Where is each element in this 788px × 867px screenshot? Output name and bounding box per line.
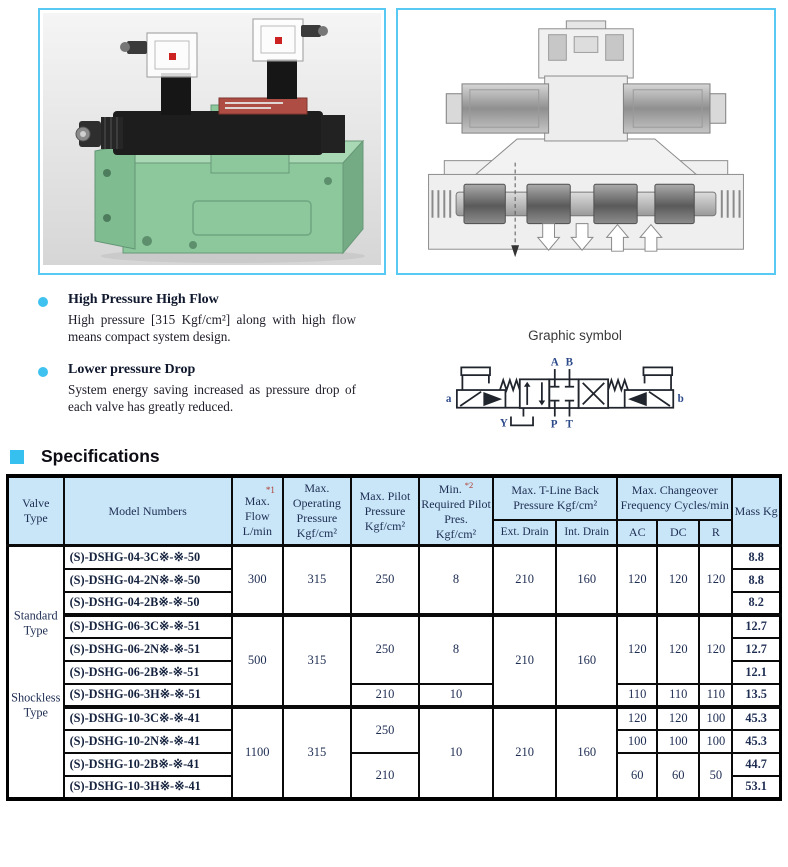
spring-right bbox=[608, 380, 628, 390]
dc-cell: 120 bbox=[657, 707, 699, 730]
flow-cell: 300 bbox=[232, 546, 283, 615]
section-title: Specifications bbox=[41, 446, 160, 466]
feature-title: High Pressure High Flow bbox=[68, 292, 219, 307]
port-label-b: b bbox=[677, 393, 684, 406]
col-header-mass: Mass Kg bbox=[732, 476, 780, 546]
valve-type-shockless: Shockless Type bbox=[11, 690, 61, 720]
col-header-max-operating: Max. Operating Pressure Kgf/cm² bbox=[283, 476, 351, 546]
specifications-table bbox=[6, 474, 782, 801]
mass-cell: 8.2 bbox=[732, 592, 780, 615]
port-label-T: T bbox=[565, 418, 573, 431]
model-cell: (S)-DSHG-04-3C※-※-50 bbox=[64, 546, 232, 569]
port-label-A: A bbox=[550, 356, 559, 369]
ac-cell: 110 bbox=[617, 684, 657, 707]
col-header-ext-drain: Ext. Drain bbox=[493, 520, 556, 546]
solenoid-a-symbol bbox=[457, 390, 506, 408]
ac-cell: 120 bbox=[617, 546, 657, 615]
col-header-tline-back-pressure: Max. T-Line Back Pressure Kgf/cm² bbox=[493, 476, 617, 520]
model-cell: (S)-DSHG-06-3C※-※-51 bbox=[64, 615, 232, 638]
bullet-icon bbox=[38, 367, 48, 377]
min-pilot-cell: 8 bbox=[419, 615, 493, 684]
dc-cell: 120 bbox=[657, 615, 699, 684]
specifications-header bbox=[10, 446, 160, 467]
mass-cell: 12.7 bbox=[732, 615, 780, 638]
col-header-r: R bbox=[699, 520, 732, 546]
col-header-dc: DC bbox=[657, 520, 699, 546]
table-row bbox=[8, 707, 781, 730]
feature-body: System energy saving increased as pressure drop of each valve has greatly reduced. bbox=[68, 382, 356, 415]
int-drain-cell: 160 bbox=[556, 546, 617, 615]
min-pilot-cell: 10 bbox=[419, 707, 493, 799]
model-cell: (S)-DSHG-06-3H※-※-51 bbox=[64, 684, 232, 707]
flow-cell: 500 bbox=[232, 615, 283, 707]
int-drain-cell: 160 bbox=[556, 707, 617, 799]
valve-photo bbox=[43, 13, 381, 265]
port-label-P: P bbox=[550, 418, 558, 431]
mass-cell: 45.3 bbox=[732, 707, 780, 730]
col-header-int-drain: Int. Drain bbox=[556, 520, 617, 546]
pilot-pressure-cell: 250 bbox=[351, 546, 419, 615]
r-cell: 110 bbox=[699, 684, 732, 707]
table-row bbox=[8, 684, 781, 707]
ac-cell: 120 bbox=[617, 707, 657, 730]
ac-cell: 60 bbox=[617, 753, 657, 799]
r-cell: 120 bbox=[699, 546, 732, 615]
r-cell: 100 bbox=[699, 730, 732, 753]
spring-left bbox=[500, 380, 520, 390]
pilot-valve-section bbox=[539, 21, 633, 141]
model-cell: (S)-DSHG-10-2B※-※-41 bbox=[64, 753, 232, 776]
min-pilot-cell: 8 bbox=[419, 546, 493, 615]
r-cell: 100 bbox=[699, 707, 732, 730]
flow-cell: 1100 bbox=[232, 707, 283, 799]
model-cell: (S)-DSHG-06-2B※-※-51 bbox=[64, 661, 232, 684]
col-header-model-numbers: Model Numbers bbox=[64, 476, 232, 546]
ac-cell: 100 bbox=[617, 730, 657, 753]
model-cell: (S)-DSHG-10-2N※-※-41 bbox=[64, 730, 232, 753]
col-header-max-pilot: Max. Pilot Pressure Kgf/cm² bbox=[351, 476, 419, 546]
r-cell: 120 bbox=[699, 615, 732, 684]
table-row bbox=[8, 546, 781, 569]
ac-cell: 120 bbox=[617, 615, 657, 684]
footnote-mark-1: *1 bbox=[265, 484, 275, 495]
dc-cell: 100 bbox=[657, 730, 699, 753]
model-cell: (S)-DSHG-04-2N※-※-50 bbox=[64, 569, 232, 592]
graphic-symbol-block bbox=[420, 292, 730, 442]
pilot-pressure-cell: 250 bbox=[351, 615, 419, 684]
pilot-pressure-cell: 210 bbox=[351, 753, 419, 799]
col-header-min-required: Min. $^{*2}$ Required Pilot Pres. Kgf/cm² bbox=[419, 476, 493, 546]
feature-item bbox=[32, 292, 392, 345]
model-cell: (S)-DSHG-06-2N※-※-51 bbox=[64, 638, 232, 661]
model-cell: (S)-DSHG-10-3H※-※-41 bbox=[64, 776, 232, 799]
dc-cell: 60 bbox=[657, 753, 699, 799]
port-label-Y: Y bbox=[499, 417, 508, 430]
col-header-changeover-frequency: Max. Changeover Frequency Cycles/min bbox=[617, 476, 732, 520]
features-section bbox=[0, 292, 788, 442]
footnote-mark-2: *2 bbox=[464, 480, 474, 490]
port-label-a: a bbox=[445, 393, 452, 406]
pilot-pressure-cell: 210 bbox=[351, 684, 419, 707]
ext-drain-cell: 210 bbox=[493, 615, 556, 707]
table-row bbox=[8, 615, 781, 638]
dc-cell: 120 bbox=[657, 546, 699, 615]
model-cell: (S)-DSHG-04-2B※-※-50 bbox=[64, 592, 232, 615]
pilot-pressure-cell: 250 bbox=[351, 707, 419, 753]
feature-title: Lower pressure Drop bbox=[68, 362, 196, 378]
ext-drain-cell: 210 bbox=[493, 546, 556, 615]
operating-pressure-cell: 315 bbox=[283, 707, 351, 799]
col-header-valve-type: Valve Type bbox=[8, 476, 64, 546]
hero-images bbox=[38, 8, 776, 275]
mass-cell: 53.1 bbox=[732, 776, 780, 799]
operating-pressure-cell: 315 bbox=[283, 546, 351, 615]
min-pilot-cell: 10 bbox=[419, 684, 493, 707]
mass-cell: 12.7 bbox=[732, 638, 780, 661]
dc-cell: 110 bbox=[657, 684, 699, 707]
r-cell: 50 bbox=[699, 753, 732, 799]
mass-cell: 8.8 bbox=[732, 569, 780, 592]
section-square-icon bbox=[10, 450, 24, 464]
valve-photo-frame bbox=[38, 8, 386, 275]
solenoid-assembly bbox=[76, 111, 345, 155]
mass-cell: 45.3 bbox=[732, 730, 780, 753]
valve-type-cell bbox=[8, 546, 64, 799]
operating-pressure-cell: 315 bbox=[283, 615, 351, 707]
bullet-icon bbox=[38, 297, 48, 307]
table-row bbox=[8, 753, 781, 776]
ext-drain-cell: 210 bbox=[493, 707, 556, 799]
valve-envelope bbox=[520, 379, 608, 408]
feature-body: High pressure [315 Kgf/cm²] along with high flow means compact system design. bbox=[68, 312, 356, 345]
mass-cell: 13.5 bbox=[732, 684, 780, 707]
mass-cell: 44.7 bbox=[732, 753, 780, 776]
nameplate bbox=[219, 98, 307, 114]
cross-section-diagram bbox=[401, 13, 771, 265]
col-header-ac: AC bbox=[617, 520, 657, 546]
graphic-symbol-title: Graphic symbol bbox=[528, 328, 622, 343]
hydraulic-symbol bbox=[437, 353, 713, 437]
feature-list bbox=[0, 292, 392, 442]
model-cell: (S)-DSHG-10-3C※-※-41 bbox=[64, 707, 232, 730]
mass-cell: 8.8 bbox=[732, 546, 780, 569]
feature-item bbox=[32, 362, 392, 415]
int-drain-cell: 160 bbox=[556, 615, 617, 707]
col-header-max-flow: *1 Max. Flow L/min bbox=[232, 476, 283, 546]
mass-cell: 12.1 bbox=[732, 661, 780, 684]
solenoid-b-symbol bbox=[625, 390, 674, 408]
valve-type-standard: Standard Type bbox=[13, 608, 58, 638]
cross-section-frame bbox=[396, 8, 776, 275]
port-label-B: B bbox=[565, 356, 573, 369]
